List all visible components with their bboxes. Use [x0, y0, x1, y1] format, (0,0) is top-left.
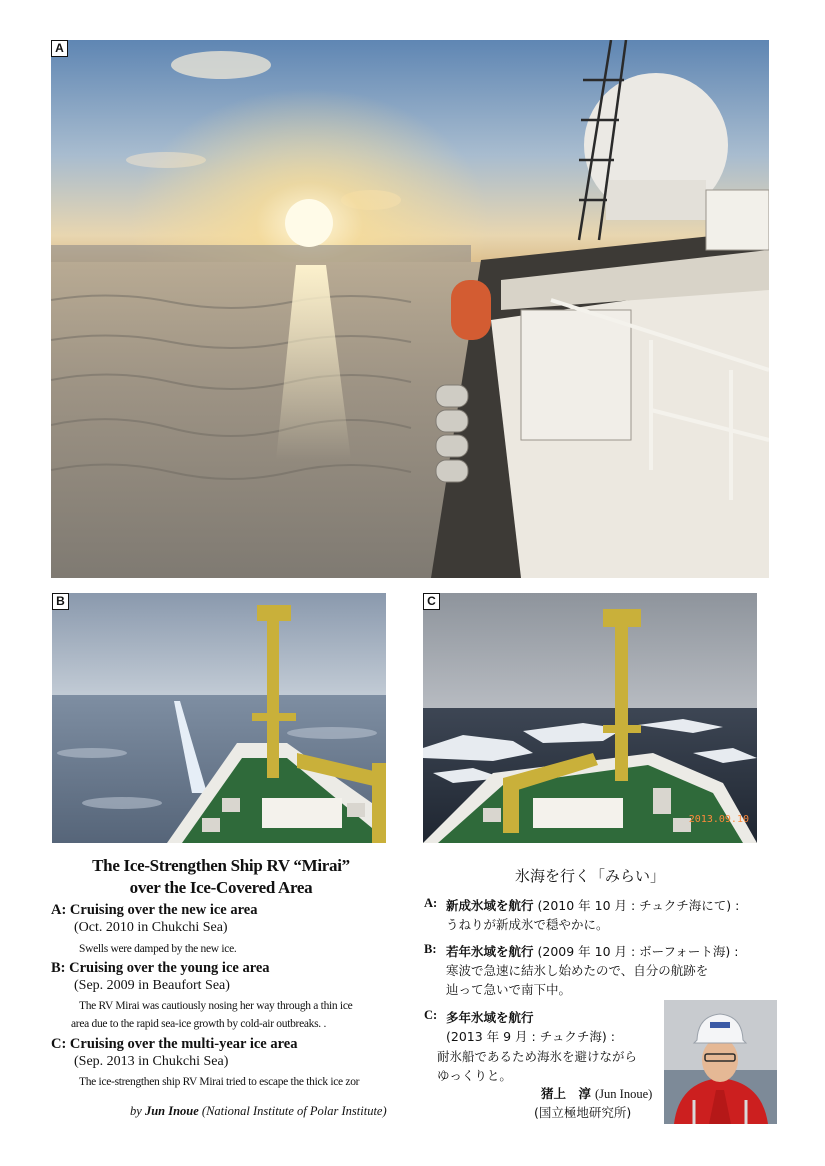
- english-item-c-sub: (Sep. 2013 in Chukchi Sea): [74, 1054, 229, 1069]
- english-item-b-sub: (Sep. 2009 in Beaufort Sea): [74, 978, 230, 993]
- japanese-item-a-meta: (2010 年 10 月 : チュクチ海にて) :: [537, 898, 740, 913]
- photo-c-label: C: [423, 593, 440, 610]
- byline-affil: (National Institute of Polar Institute): [201, 1104, 387, 1118]
- japanese-author-roman: (Jun Inoue): [595, 1087, 653, 1101]
- japanese-item-c-prefix: C:: [424, 1008, 438, 1022]
- japanese-author-name: 猪上 淳: [541, 1086, 592, 1101]
- english-item-b-heading: B: Cruising over the young ice area: [51, 960, 270, 976]
- japanese-item-a-heading: [446, 896, 739, 914]
- japanese-item-b-body-2: 辿って急いで南下中。: [446, 982, 572, 997]
- photo-b-image: [52, 593, 386, 843]
- japanese-item-a-title: 新成氷域を航行: [446, 898, 534, 913]
- japanese-item-a-prefix: A:: [424, 896, 438, 910]
- japanese-item-b-body-1: 寒波で急速に結氷し始めたので、自分の航跡を: [446, 963, 709, 978]
- photo-a-label: A: [51, 40, 68, 57]
- japanese-item-c-body-3: ゆっくりと。: [437, 1068, 512, 1083]
- japanese-item-c-heading: [446, 1008, 534, 1026]
- japanese-item-c-body-2: 耐氷船であるため海氷を避けながら: [437, 1049, 638, 1064]
- japanese-item-c-title: 多年氷域を航行: [446, 1010, 534, 1025]
- english-title-line2: over the Ice-Covered Area: [129, 878, 313, 897]
- japanese-item-a-body: うねりが新成氷で穏やかに。: [446, 917, 609, 932]
- japanese-title: 氷海を行く「みらい」: [514, 867, 665, 885]
- japanese-item-b-meta: (2009 年 10 月 : ボーフォート海) :: [537, 944, 739, 959]
- photo-c-image: [423, 593, 757, 843]
- byline-name: Jun Inoue: [144, 1104, 199, 1118]
- japanese-item-b-heading: [446, 942, 738, 960]
- english-item-b-desc-2: area due to the rapid sea-ice growth by cold-air outbreaks. .: [71, 1018, 327, 1030]
- photo-a-image: [51, 40, 769, 578]
- japanese-item-c-body-1: (2013 年 9 月 : チュクチ海) :: [446, 1029, 615, 1044]
- japanese-author-affil: (国立極地研究所): [534, 1105, 632, 1120]
- photo-c: [423, 593, 757, 843]
- english-item-a-sub: (Oct. 2010 in Chukchi Sea): [74, 920, 228, 935]
- byline: [130, 1104, 387, 1119]
- english-item-b-desc-1: The RV Mirai was cautiously nosing her way through a thin ice: [79, 1000, 353, 1012]
- photo-a: [51, 40, 769, 578]
- photo-b-label: B: [52, 593, 69, 610]
- english-item-a-heading: A: Cruising over the new ice area: [51, 902, 258, 918]
- japanese-item-b-prefix: B:: [424, 942, 437, 956]
- english-item-c-desc: The ice-strengthen ship RV Mirai tried to escape the thick ice zor: [79, 1076, 360, 1088]
- photo-c-timestamp: 2013.09.10: [688, 814, 749, 825]
- english-title-line1: The Ice-Strengthen Ship RV “Mirai”: [92, 856, 350, 875]
- english-item-a-desc: Swells were damped by the new ice.: [79, 943, 237, 955]
- byline-by: by: [130, 1104, 142, 1118]
- japanese-item-b-title: 若年氷域を航行: [446, 944, 534, 959]
- author-portrait-image: [664, 1000, 777, 1124]
- english-item-c-heading: C: Cruising over the multi-year ice area: [51, 1036, 298, 1052]
- japanese-author: [541, 1084, 652, 1102]
- photo-b: [52, 593, 386, 843]
- author-portrait: [664, 1000, 777, 1124]
